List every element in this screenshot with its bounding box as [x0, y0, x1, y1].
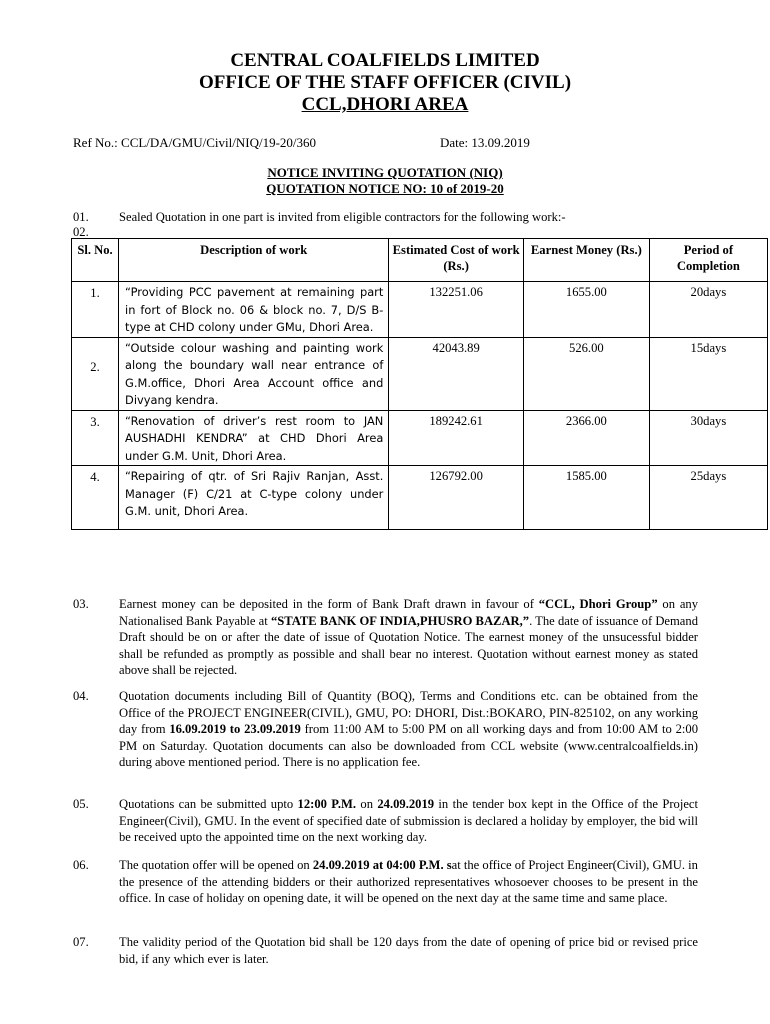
notice-title: NOTICE INVITING QUOTATION (NIQ)	[267, 165, 503, 180]
text-segment: . The date of issuance of Demand Draft should be on or after the date of issue of Quotation Notice. The earnest money of the unsucessful bidder shall be refunded as promptly as possible and shall bear no interest. Quotation without earnest money as stated above shall be rejected.	[119, 613, 698, 677]
text-segment: on any Nationalised Bank Payable at	[119, 597, 699, 628]
row-description: “Repairing of qtr. of Sri Rajiv Ranjan, Asst. Manager (F) C/21 at C-type colony under G.M. unit, Dhori Area.	[119, 466, 389, 530]
office-name: OFFICE OF THE STAFF OFFICER (CIVIL)	[198, 72, 572, 93]
item-03-text	[119, 596, 698, 679]
header-estimated-cost: Estimated Cost of work (Rs.)	[389, 239, 524, 282]
item-07-number: 07.	[73, 935, 89, 949]
submission-date: 24.09.2019	[377, 797, 435, 811]
row-sl: 1.	[72, 282, 119, 338]
header-period: Period of Completion	[649, 239, 767, 282]
item-07-text	[119, 934, 698, 967]
table-row	[72, 410, 768, 466]
row-cost: 42043.89	[389, 337, 524, 410]
notice-date: Date: 13.09.2019	[440, 135, 530, 150]
row-cost: 132251.06	[389, 282, 524, 338]
header-sl-no: Sl. No.	[72, 239, 119, 282]
row-cost: 189242.61	[389, 410, 524, 466]
row-earnest-money: 2366.00	[523, 410, 649, 466]
text-segment: Quotations can be submitted upto	[119, 797, 298, 811]
works-table	[71, 238, 768, 530]
ref-number: Ref No.: CCL/DA/GMU/Civil/NIQ/19-20/360	[73, 135, 317, 150]
item-02-number: 02.	[73, 225, 89, 239]
item-01-number: 01.	[73, 210, 89, 224]
header-earnest-money: Earnest Money (Rs.)	[523, 239, 649, 282]
text-segment: from 11:00 AM to 5:00 PM on all working days and from 10:00 AM to 2:00 PM on Saturday. Quotation documents can also be downloaded from CCL website (www.centralcoalfields.in) during above mentioned period. There is no application fee.	[119, 722, 698, 769]
text-segment: on	[356, 797, 378, 811]
text-segment: at the office of Project Engineer(Civil), GMU. in the presence of the attending bidders or their authorized representatives whosoever chooses to be present in the office. In case of holiday on opening date, it will be opened on the next day at the same time and same place.	[119, 858, 698, 905]
item-04-number: 04.	[73, 689, 89, 703]
row-description: “Outside colour washing and painting work along the boundary wall near entrance of G.M.office, Dhori Area Account office and Divyang kendra.	[119, 337, 389, 410]
item-04-text	[119, 688, 698, 771]
item-06-text	[119, 857, 698, 907]
row-period: 20days	[649, 282, 767, 338]
payee-name: “CCL, Dhori Group”	[538, 597, 658, 611]
notice-number: QUOTATION NOTICE NO: 10 of 2019-20	[266, 181, 504, 196]
item-01-text: Sealed Quotation in one part is invited from eligible contractors for the following work:-	[119, 210, 566, 224]
header-description: Description of work	[119, 239, 389, 282]
opening-datetime: 24.09.2019 at 04:00 P.M. s	[312, 858, 452, 872]
area-name: CCL,DHORI AREA	[301, 94, 469, 115]
row-period: 15days	[649, 337, 767, 410]
item-06-number: 06.	[73, 858, 89, 872]
table-row	[72, 282, 768, 338]
org-name: CENTRAL COALFIELDS LIMITED	[230, 50, 540, 71]
text-segment: Earnest money can be deposited in the form of Bank Draft drawn in favour of	[119, 597, 539, 611]
table-header-row	[72, 239, 768, 282]
table-row	[72, 337, 768, 410]
row-period: 25days	[649, 466, 767, 530]
bank-name: “STATE BANK OF INDIA,PHUSRO BAZAR,”	[270, 613, 530, 628]
row-description: “Providing PCC pavement at remaining part in fort of Block no. 06 & block no. 7, D/S B-type at CHD colony under GMu, Dhori Area.	[119, 282, 389, 338]
item-03-number: 03.	[73, 597, 89, 611]
submission-time: 12:00 P.M.	[297, 797, 357, 811]
row-earnest-money: 1655.00	[523, 282, 649, 338]
item-05-number: 05.	[73, 797, 89, 811]
row-sl: 3.	[72, 410, 119, 466]
text-segment: The validity period of the Quotation bid shall be 120 days from the date of opening of price bid or revised price bid, if any which ever is later.	[119, 935, 698, 966]
text-segment: in the tender box kept in the Office of the Project Engineer(Civil), GMU. In the event of specified date of submission is declared a holiday by employer, the bid will be received upto the appointed time on the next working day.	[119, 797, 698, 844]
text-segment: The quotation offer will be opened on	[119, 858, 313, 872]
row-earnest-money: 526.00	[523, 337, 649, 410]
row-sl: 2.	[72, 337, 119, 410]
text-segment: Quotation documents including Bill of Quantity (BOQ), Terms and Conditions etc. can be obtained from the Office of the PROJECT ENGINEER(CIVIL), GMU, PO: DHORI, Dist.:BOKARO, PIN-825102, on any working day from	[119, 689, 698, 736]
row-period: 30days	[649, 410, 767, 466]
row-description: “Renovation of driver’s rest room to JAN AUSHADHI KENDRA” at CHD Dhori Area under G.M. Unit, Dhori Area.	[119, 410, 389, 466]
row-earnest-money: 1585.00	[523, 466, 649, 530]
row-sl: 4.	[72, 466, 119, 530]
sale-period: 16.09.2019 to 23.09.2019	[169, 722, 301, 736]
row-cost: 126792.00	[389, 466, 524, 530]
item-05-text	[119, 796, 698, 846]
table-row	[72, 466, 768, 530]
